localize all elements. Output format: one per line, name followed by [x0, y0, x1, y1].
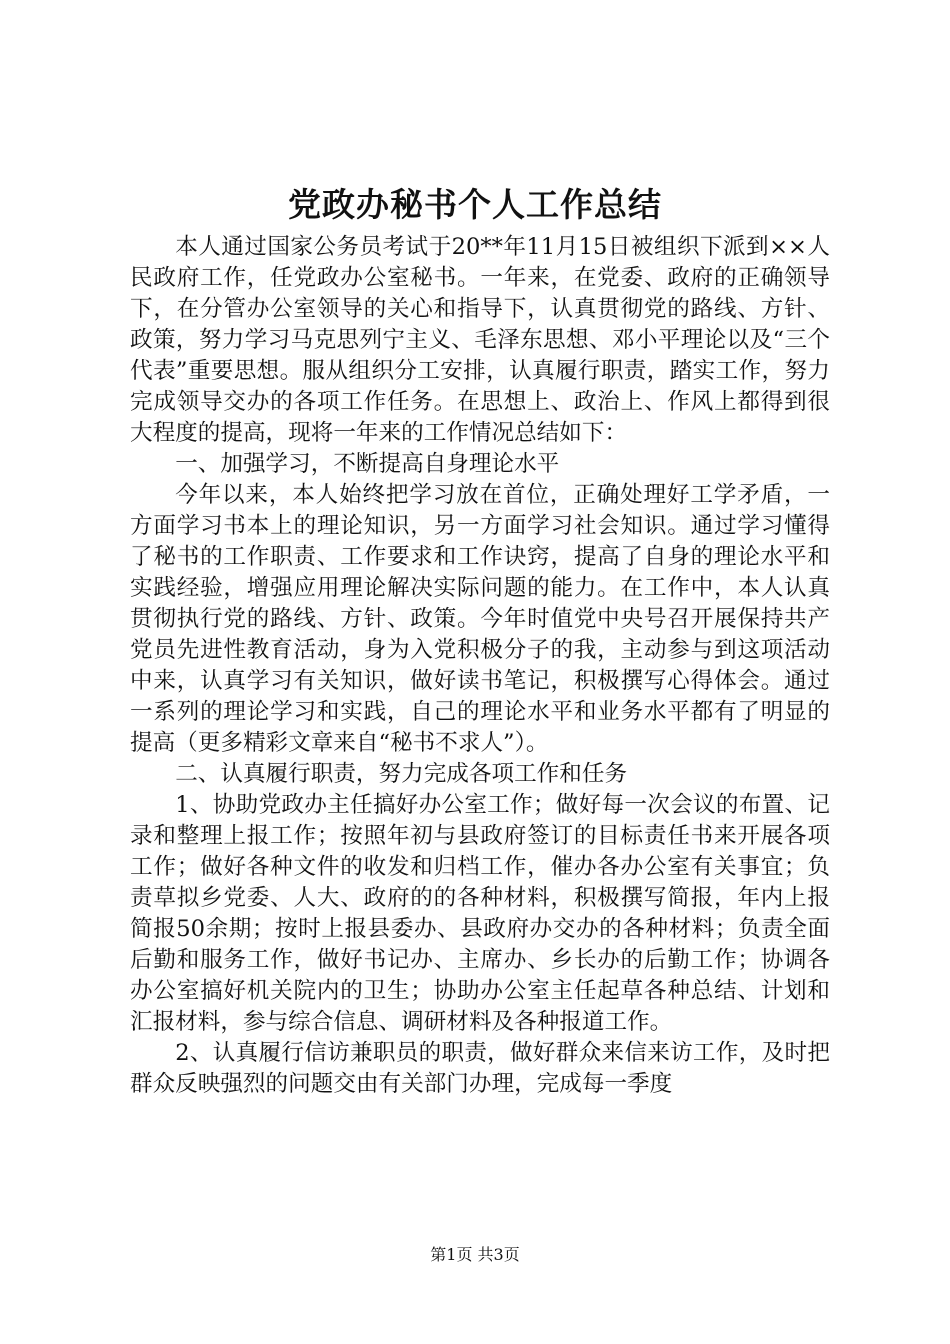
section-heading-2: 二、认真履行职责，努力完成各项工作和任务 [175, 761, 628, 787]
document-body [130, 232, 830, 1100]
paragraph-item-1: 1、协助党政办主任搞好办公室工作；做好每一次会议的布置、记录和整理上报工作；按照年初与县政府签订的目标责任书来开展各项工作；做好各种文件的收发和归档工作，催办各办公室有关事宜；负责草拟乡党委、人大、政府的的各种材料，积极撰写简报，年内上报简报50余期；按时上报县委办、县政府办交办的各种材料；负责全面后勤和服务工作，做好书记办、主席办、乡长办的后勤工作；协调各办公室搞好机关院内的卫生；协助办公室主任起草各种总结、计划和汇报材料，参与综合信息、调研材料及各种报道工作。 [130, 792, 830, 1035]
page-footer: 第1页 共3页 [430, 1245, 520, 1264]
document-title: 党政办秘书个人工作总结 [288, 185, 662, 224]
paragraph-intro: 本人通过国家公务员考试于20**年11月15日被组织下派到××人民政府工作，任党政办公室秘书。一年来，在党委、政府的正确领导下，在分管办公室领导的关心和指导下，认真贯彻党的路线、方针、政策，努力学习马克思列宁主义、毛泽东思想、邓小平理论以及“三个代表”重要思想。服从组织分工安排，认真履行职责，踏实工作，努力完成领导交办的各项工作任务。在思想上、政治上、作风上都得到很大程度的提高，现将一年来的工作情况总结如下： [130, 234, 830, 446]
section-heading-1: 一、加强学习，不断提高自身理论水平 [175, 451, 560, 477]
paragraph-study: 今年以来，本人始终把学习放在首位，正确处理好工学矛盾，一方面学习书本上的理论知识，另一方面学习社会知识。通过学习懂得了秘书的工作职责、工作要求和工作诀窍，提高了自身的理论水平和实践经验，增强应用理论解决实际问题的能力。在工作中，本人认真贯彻执行党的路线、方针、政策。今年时值党中央号召开展保持共产党员先进性教育活动，身为入党积极分子的我，主动参与到这项活动中来，认真学习有关知识，做好读书笔记，积极撰写心得体会。通过一系列的理论学习和实践，自己的理论水平和业务水平都有了明显的提高（更多精彩文章来自“秘书不求人”）。 [130, 482, 830, 756]
paragraph-item-2: 2、认真履行信访兼职员的职责，做好群众来信来访工作，及时把群众反映强烈的问题交由有关部门办理，完成每一季度 [130, 1040, 830, 1097]
